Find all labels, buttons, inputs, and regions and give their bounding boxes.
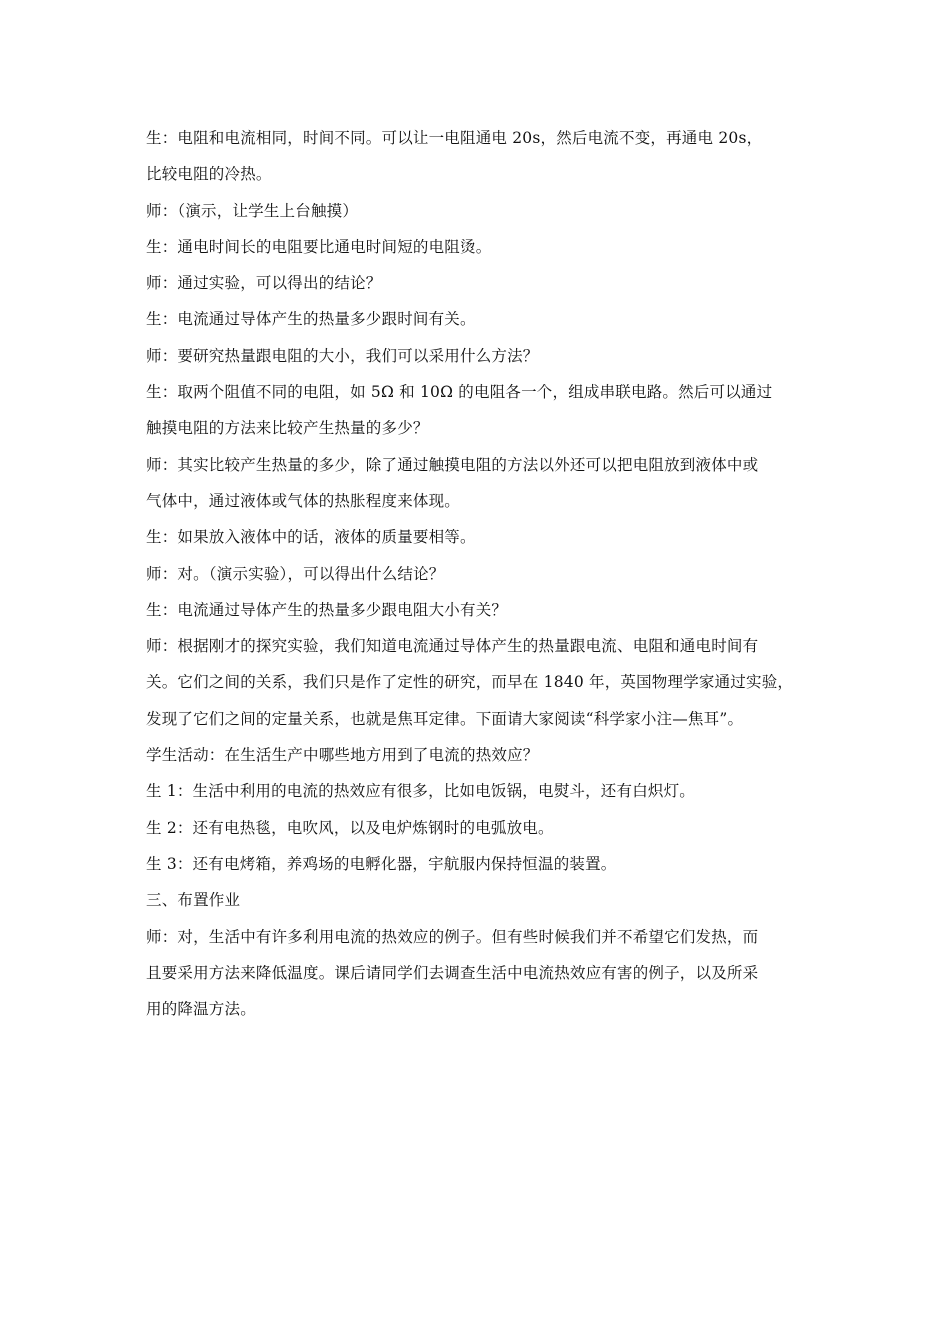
paragraph-line: 学生活动：在生活生产中哪些地方用到了电流的热效应？: [146, 746, 539, 765]
paragraph: [146, 197, 818, 233]
paragraph-line: 生：取两个阻值不同的电阻，如 5Ω 和 10Ω 的电阻各一个，组成串联电路。然后可以通过: [146, 383, 773, 402]
document-body: [146, 124, 818, 1031]
paragraph: [146, 305, 818, 341]
paragraph: [146, 523, 818, 559]
paragraph: [146, 850, 818, 886]
paragraph-line: 生 3：还有电烤箱，养鸡场的电孵化器，宇航服内保持恒温的装置。: [146, 854, 617, 873]
paragraph: [146, 378, 818, 451]
paragraph-line: 生：电阻和电流相同，时间不同。可以让一电阻通电 20s，然后电流不变，再通电 20s，: [146, 129, 763, 147]
paragraph-line: 师：其实比较产生热量的多少，除了通过触摸电阻的方法以外还可以把电阻放到液体中或: [146, 455, 759, 474]
paragraph-line: 发现了它们之间的定量关系，也就是焦耳定律。下面请大家阅读“科学家小注—焦耳”。: [146, 709, 744, 728]
paragraph-line: 师：要研究热量跟电阻的大小，我们可以采用什么方法？: [146, 346, 539, 365]
paragraph-line: 师：根据刚才的探究实验，我们知道电流通过导体产生的热量跟电流、电阻和通电时间有: [146, 637, 759, 656]
paragraph-line: 生：电流通过导体产生的热量多少跟电阻大小有关？: [146, 600, 508, 619]
paragraph-line: 生：通电时间长的电阻要比通电时间短的电阻烫。: [146, 237, 492, 256]
paragraph: [146, 451, 818, 524]
paragraph: [146, 560, 818, 596]
paragraph-line: 生：如果放入液体中的话，液体的质量要相等。: [146, 528, 476, 547]
paragraph-line: 三、布置作业: [146, 891, 241, 910]
paragraph-line: 关。它们之间的关系，我们只是作了定性的研究，而早在 1840 年，英国物理学家通过实验，: [146, 673, 794, 692]
paragraph-line: 生 2：还有电热毯，电吹风，以及电炉炼钢时的电弧放电。: [146, 818, 554, 837]
paragraph-line: 用的降温方法。: [146, 1000, 256, 1019]
paragraph-line: 师：通过实验，可以得出的结论？: [146, 274, 382, 293]
paragraph: [146, 596, 818, 632]
paragraph-line: 触摸电阻的方法来比较产生热量的多少？: [146, 419, 429, 438]
paragraph: [146, 777, 818, 813]
paragraph: [146, 124, 818, 197]
paragraph: [146, 632, 818, 741]
paragraph-line: 比较电阻的冷热。: [146, 165, 272, 184]
paragraph: [146, 886, 818, 922]
paragraph: [146, 923, 818, 1032]
paragraph-line: 师：对，生活中有许多利用电流的热效应的例子。但有些时候我们并不希望它们发热，而: [146, 927, 759, 946]
paragraph: [146, 233, 818, 269]
paragraph-line: 生 1：生活中利用的电流的热效应有很多，比如电饭锅，电熨斗，还有白炽灯。: [146, 782, 695, 801]
paragraph-line: 气体中，通过液体或气体的热胀程度来体现。: [146, 491, 461, 510]
paragraph-line: 生：电流通过导体产生的热量多少跟时间有关。: [146, 310, 476, 329]
paragraph: [146, 814, 818, 850]
paragraph: [146, 269, 818, 305]
paragraph-line: 师：（演示，让学生上台触摸）: [146, 201, 359, 220]
paragraph-line: 师：对。（演示实验），可以得出什么结论？: [146, 564, 445, 583]
paragraph: [146, 741, 818, 777]
paragraph: [146, 342, 818, 378]
paragraph-line: 且要采用方法来降低温度。课后请同学们去调查生活中电流热效应有害的例子，以及所采: [146, 963, 759, 982]
